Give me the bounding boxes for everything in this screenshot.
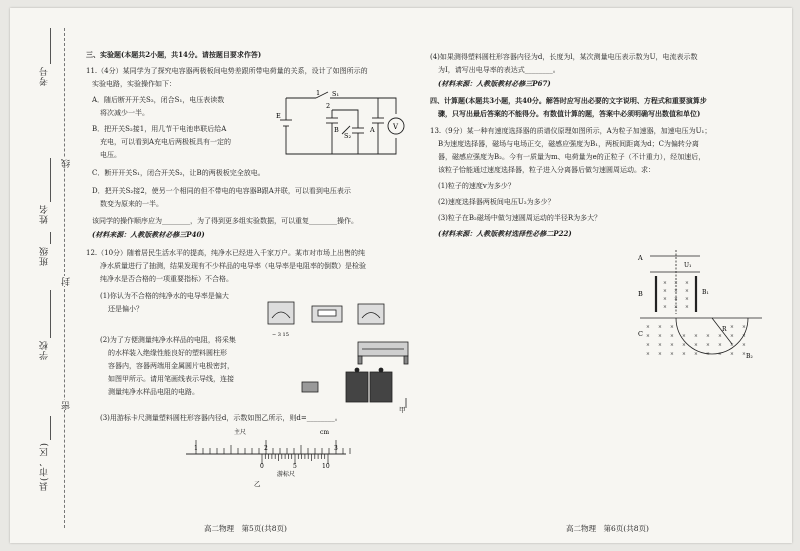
voltage-u1-label: U₁	[684, 262, 692, 269]
q13-part-1: (1)粒子的速度v为多少？	[438, 182, 515, 190]
magnetic-field-mark: ×	[742, 352, 746, 357]
magnetic-field-mark: ×	[685, 281, 689, 286]
magnetic-field-mark: ×	[706, 343, 710, 348]
q12-part-1: (1)你认为不合格的纯净水的电导率是偏大	[100, 292, 229, 300]
switch-s2-label: S₂	[344, 132, 352, 140]
capacitor-circuit-diagram	[276, 88, 406, 162]
magnetic-field-mark: ×	[694, 352, 698, 357]
caliper-vernier-tick-label: 0	[260, 463, 264, 470]
fold-mark-line: 线	[62, 158, 72, 168]
mass-spectrometer-diagram	[636, 246, 768, 364]
magnetic-field-mark: ×	[670, 343, 674, 348]
magnetic-field-mark: ×	[670, 325, 674, 330]
apparatus-text: − 3 15	[272, 332, 289, 338]
exam-no-field[interactable]	[50, 28, 51, 64]
magnetic-field-mark: ×	[674, 305, 678, 310]
binding-margin	[10, 8, 84, 543]
magnetic-field-mark: ×	[646, 343, 650, 348]
caliper-vernier-tick-label: 5	[293, 463, 297, 470]
measurement-apparatus-figure	[262, 298, 412, 416]
magnetic-field-mark: ×	[663, 289, 667, 294]
q13-part-2: (2)速度选择器两板间电压U₂为多少？	[438, 198, 555, 206]
q12-part-2-cont: 的水样装入绝缘性能良好的塑料圆柱形	[108, 349, 227, 357]
magnetic-field-mark: ×	[718, 334, 722, 339]
vernier-caliper-figure	[182, 426, 352, 488]
radius-r-label: R	[722, 326, 727, 333]
magnetic-field-mark: ×	[685, 305, 689, 310]
q13-line: 13.（9分）某一种有速度选择器的质谱仪原理如图所示，A为粒子加速器，加速电压为U₁；	[430, 127, 712, 135]
magnetic-field-mark: ×	[674, 289, 678, 294]
q11-step-a-cont: 将次减少一半。	[100, 109, 149, 117]
voltmeter-label: V	[393, 123, 399, 131]
q12-part-2-cont: 测量纯净水样品电阻的电路。	[108, 388, 199, 396]
magnetic-field-mark: ×	[646, 352, 650, 357]
capacitor-a-label: A	[370, 126, 375, 134]
magnetic-field-mark: ×	[663, 281, 667, 286]
magnetic-field-mark: ×	[646, 334, 650, 339]
switch-position-1-label: 1	[316, 89, 321, 97]
magnetic-field-mark: ×	[658, 343, 662, 348]
q11-step-b: B．把开关S₂接1，用几节干电池串联后给A	[92, 125, 227, 133]
section-4-heading-cont: 骤，只写出最后答案的不能得分。有数值计算的题，答案中必须明确写出数值和单位)	[438, 109, 701, 118]
q12-part-2-cont: 如图甲所示。请用笔画线表示导线，连接	[108, 375, 234, 383]
magnetic-field-mark: ×	[685, 297, 689, 302]
caliper-unit-label: cm	[320, 429, 330, 436]
page-6	[430, 8, 770, 543]
figure-yi-label: 乙	[254, 480, 261, 488]
q11-step-d: D．把开关S₂接2，使另一个相同的但不带电的电容器B跟A并联，可以看到电压表示	[92, 187, 351, 195]
class-field[interactable]	[50, 232, 51, 244]
field-b1-label: B₁	[702, 289, 709, 296]
figure-jia-label: 甲	[399, 406, 406, 414]
county-field[interactable]	[50, 416, 51, 440]
magnetic-field-mark: ×	[718, 352, 722, 357]
field-b2-label: B₂	[746, 353, 753, 360]
magnetic-field-mark: ×	[658, 325, 662, 330]
magnetic-field-mark: ×	[663, 305, 667, 310]
magnetic-field-mark: ×	[730, 343, 734, 348]
q12-part-4: (4)如果测得塑料圆柱形容器内径为d，长度为l，某次测量电压表示数为U，电流表示数	[430, 53, 698, 61]
q11-order-question: 该同学的操作顺序应为________，为了得到更多组实验数据，可以重复________操作。	[92, 217, 358, 225]
magnetic-field-mark: ×	[658, 334, 662, 339]
school-label: 学校	[40, 340, 50, 360]
magnetic-field-mark: ×	[706, 352, 710, 357]
capacitor-b-label: B	[334, 126, 339, 134]
school-field[interactable]	[50, 290, 51, 338]
battery-label: E	[276, 112, 281, 120]
q12-line: 净水质量进行了抽测，结果发现有不少样品的电导率（电导率是电阻率的倒数）是检验	[100, 262, 366, 270]
magnetic-field-mark: ×	[730, 325, 734, 330]
q12-part-3: (3)用游标卡尺测量塑料圆柱形容器内径d，示数如图乙所示，则d=________。	[100, 414, 342, 422]
q12-part-4-cont: 为I，请写出电导率的表达式________。	[438, 66, 560, 74]
exam-no-label: 考号	[40, 66, 50, 86]
county-label: 县(市、区)	[40, 442, 50, 492]
velocity-selector-label: B	[638, 290, 643, 298]
page-5-footer: 高二物理 第5页(共8页)	[204, 524, 287, 534]
section-3-heading: 三、实验题(本题共2小题，共14分。请按题目要求作答)	[86, 50, 262, 59]
q11-source: (材料来源：人教版教材必修三P40)	[92, 230, 205, 239]
accelerator-label: A	[638, 254, 643, 262]
fold-mark-seal: 封	[62, 276, 72, 286]
q13-source: (材料来源：人教版教材选择性必修二P22)	[438, 229, 572, 238]
name-field[interactable]	[50, 158, 51, 202]
caliper-main-tick-label: 1	[194, 445, 198, 452]
q11-line: 实验电路，实验操作如下：	[92, 80, 176, 88]
q13-line: 该粒子恰能通过速度选择器，粒子进入分离器后做匀速圆周运动。求：	[438, 166, 655, 174]
name-label: 姓名	[40, 204, 50, 224]
q12-part-1-cont: 还是偏小？	[108, 305, 143, 313]
fold-mark-secret: 密	[62, 400, 72, 410]
q12-line: 12.（10分）随着居民生活水平的提高，纯净水已经进入千家万户。某市对市场上出售的纯	[86, 249, 366, 257]
section-4-heading: 四、计算题(本题共3小题，共40分。解答时应写出必要的文字说明、方程式和重要演算步	[430, 96, 707, 105]
magnetic-field-mark: ×	[674, 281, 678, 286]
q13-line: B为速度选择器，磁场与电场正交，磁感应强度为B₁，两板间距离为d；C为偏转分离	[438, 140, 699, 148]
magnetic-field-mark: ×	[663, 297, 667, 302]
magnetic-field-mark: ×	[742, 343, 746, 348]
caliper-vernier-label: 游标尺	[277, 471, 296, 478]
q13-part-3: (3)粒子在B₂磁场中做匀速圆周运动的半径R为多大？	[438, 214, 602, 222]
class-label: 班级	[40, 246, 50, 266]
page-5	[86, 8, 406, 543]
magnetic-field-mark: ×	[670, 334, 674, 339]
magnetic-field-mark: ×	[730, 352, 734, 357]
q11-step-b-cont: 充电，可以看到A充电后两极板具有一定的	[100, 138, 232, 146]
magnetic-field-mark: ×	[682, 352, 686, 357]
caliper-main-scale-label: 主尺	[234, 429, 247, 436]
magnetic-field-mark: ×	[706, 334, 710, 339]
q11-step-a: A．随后断开开关S₂，闭合S₁，电压表读数	[92, 96, 225, 104]
magnetic-field-mark: ×	[682, 343, 686, 348]
q12-part-2-cont: 容器内，容器两端用金属圆片电极密封，	[108, 362, 234, 370]
switch-position-2-label: 2	[326, 102, 331, 110]
q11-step-c: C．断开开关S₁，闭合开关S₂，让B的两极板完全放电。	[92, 169, 265, 177]
q12-source: (材料来源：人教版教材必修三P67)	[438, 79, 551, 88]
q13-line: 器，磁感应强度为B₂。今有一质量为m、电荷量为e的正粒子（不计重力），经加速后，	[438, 153, 706, 161]
caliper-vernier-tick-label: 10	[322, 463, 330, 470]
separator-label: C	[638, 330, 643, 338]
switch-s1-label: S₁	[332, 90, 340, 98]
magnetic-field-mark: ×	[742, 334, 746, 339]
magnetic-field-mark: ×	[718, 343, 722, 348]
caliper-main-tick-label: 3	[334, 445, 338, 452]
magnetic-field-mark: ×	[658, 352, 662, 357]
magnetic-field-mark: ×	[742, 325, 746, 330]
exam-sheet	[10, 8, 792, 543]
q11-step-b-cont: 电压。	[100, 151, 121, 159]
magnetic-field-mark: ×	[694, 343, 698, 348]
magnetic-field-mark: ×	[682, 334, 686, 339]
q11-step-d-cont: 数变为原来的一半。	[100, 200, 163, 208]
magnetic-field-mark: ×	[670, 352, 674, 357]
magnetic-field-mark: ×	[685, 289, 689, 294]
q12-line: 纯净水是否合格的一项重要指标）不合格。	[100, 275, 233, 283]
magnetic-field-mark: ×	[646, 325, 650, 330]
q12-part-2: (2)为了方便测量纯净水样品的电阻，将采集	[100, 336, 236, 344]
page-6-footer: 高二物理 第6页(共8页)	[566, 524, 649, 534]
magnetic-field-mark: ×	[674, 297, 678, 302]
magnetic-field-mark: ×	[730, 334, 734, 339]
magnetic-field-mark: ×	[694, 334, 698, 339]
q11-line: 11.（4分）某同学为了探究电容器两极板间电势差跟所带电荷量的关系，设计了如图所示的	[86, 67, 368, 75]
caliper-main-tick-label: 2	[264, 445, 268, 452]
